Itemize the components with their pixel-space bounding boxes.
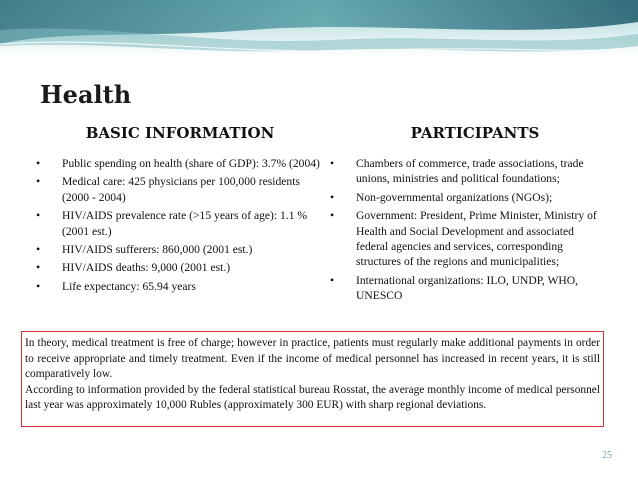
list-item: • HIV/AIDS sufferers: 860,000 (2001 est.): [36, 242, 253, 257]
header-wave-banner: [0, 0, 638, 56]
bullet-icon: •: [36, 156, 41, 170]
bullet-icon: •: [330, 189, 335, 204]
participants-heading: PARTICIPANTS: [410, 124, 540, 142]
slide-title: Health: [40, 80, 132, 109]
list-item: • International organizations: ILO, UNDP, WHO, UNESCO: [330, 272, 579, 303]
bullet-icon: •: [36, 260, 41, 275]
list-item: • Government: President, Prime Minister, Ministry of Health and Social Development and associated federal agencies and services, corresponding structures of the regions and municipalities;: [330, 208, 597, 269]
bullet-icon: •: [36, 174, 41, 189]
page-number: 25: [602, 450, 612, 461]
bullet-icon: •: [330, 208, 335, 223]
note-paragraph: In theory, medical treatment is free of charge; however in practice, patients must regularly make additional payments in order to receive appropriate and timely treatment. Even if the income of medical personnel has increased in recent years, it is still comparatively low.: [25, 337, 600, 381]
basic-information-heading: BASIC INFORMATION: [85, 124, 275, 142]
basic-information-list: [36, 156, 326, 297]
list-item: • Non-governmental organizations (NGOs);: [330, 189, 553, 204]
bullet-icon: •: [36, 208, 41, 223]
list-item: • HIV/AIDS prevalence rate (>15 years of age): 1.1 % (2001 est.): [36, 208, 308, 238]
bullet-icon: •: [330, 272, 335, 287]
list-item: • Public spending on health (share of GDP): 3.7% (2004): [36, 156, 320, 170]
bullet-icon: •: [330, 156, 335, 170]
participants-list: [330, 156, 605, 307]
list-item: • HIV/AIDS deaths: 9,000 (2001 est.): [36, 260, 231, 275]
list-item: • Chambers of commerce, trade associations, trade unions, ministries and political foundations;: [330, 156, 584, 186]
list-item: • Life expectancy: 65.94 years: [36, 278, 196, 293]
medical-treatment-note: [21, 331, 604, 427]
list-item: • Medical care: 425 physicians per 100,000 residents (2000 - 2004): [36, 174, 300, 204]
note-paragraph: According to information provided by the federal statistical bureau Rosstat, the average monthly income of medical personnel last year was approximately 10,000 Rubles (approximately 300 EUR) with sharp regional deviations.: [25, 383, 600, 412]
bullet-icon: •: [36, 242, 41, 257]
bullet-icon: •: [36, 278, 41, 293]
